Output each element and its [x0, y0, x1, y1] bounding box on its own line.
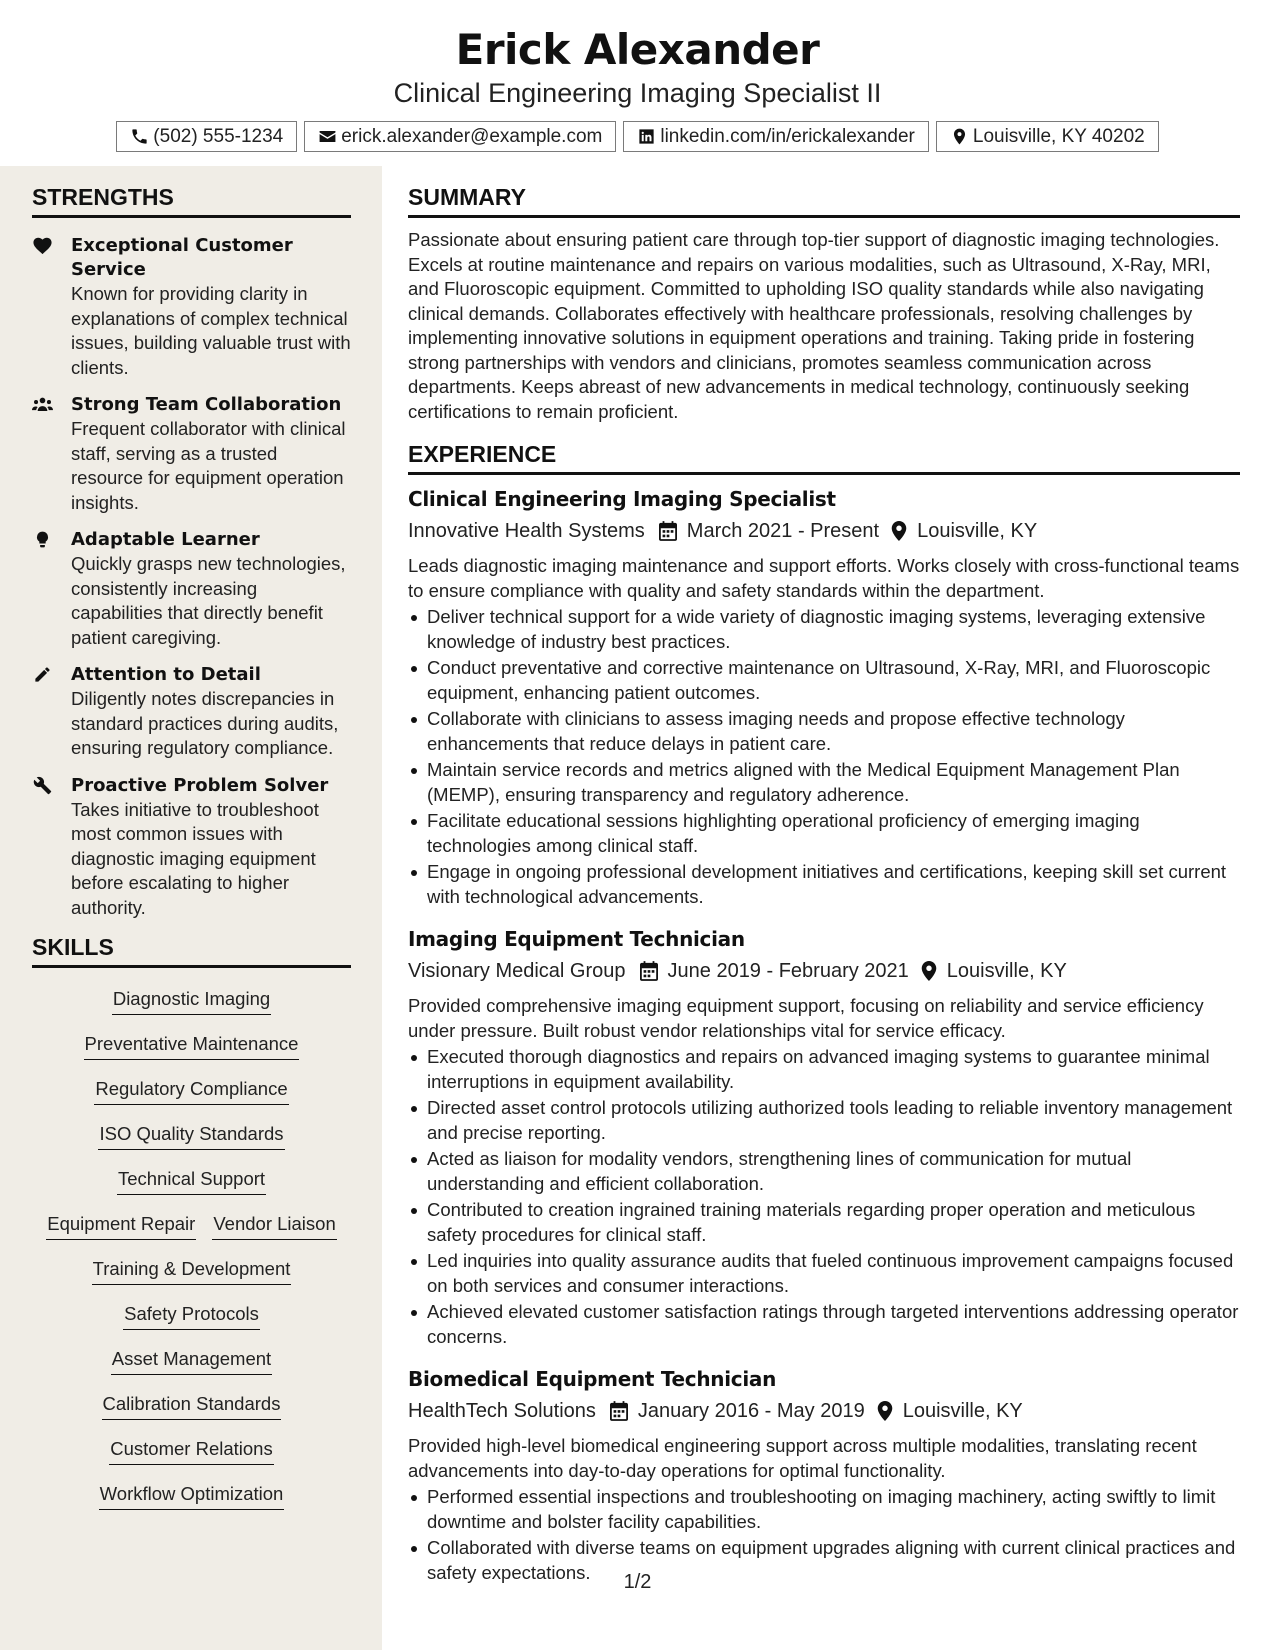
skill-tag: Calibration Standards [102, 1391, 282, 1420]
skill-tag: Vendor Liaison [212, 1211, 336, 1240]
list-item: Conduct preventative and corrective maintenance on Ultrasound, X-Ray, MRI, and Fluoroscopic equipment, enhancing patient outcomes. [408, 656, 1240, 705]
job-meta [408, 1394, 1240, 1428]
job-entry [408, 925, 1240, 1349]
summary-title: SUMMARY [408, 183, 1240, 218]
skill-tag: Workflow Optimization [99, 1481, 285, 1510]
sidebar [0, 166, 382, 1650]
strength-desc: Known for providing clarity in explanations of complex technical issues, building valuable trust with clients. [71, 283, 351, 378]
list-item: Contributed to creation ingrained training materials regarding proper operation and meticulous safety procedures for clinical staff. [408, 1198, 1240, 1247]
job-location: Louisville, KY [902, 1400, 1023, 1422]
skill-tag: Safety Protocols [123, 1301, 260, 1330]
skill-tag: Customer Relations [109, 1436, 273, 1465]
strength-item [32, 528, 351, 650]
list-item: Acted as liaison for modality vendors, strengthening lines of communication for mutual understanding and efficient collaboration. [408, 1147, 1240, 1196]
users-icon [32, 395, 53, 414]
summary-section [408, 183, 1240, 424]
strength-heading: Proactive Problem Solver [71, 774, 329, 796]
linkedin-text: linkedin.com/in/erickalexander [660, 125, 915, 147]
experience-section [408, 440, 1240, 1585]
strengths-title: STRENGTHS [32, 183, 351, 218]
job-meta [408, 514, 1240, 548]
job-desc: Provided comprehensive imaging equipment support, focusing on reliability and service efficiency under pressure. Built robust vendor relationships vital for service efficacy. [408, 995, 1204, 1041]
page-number: 1/2 [623, 1571, 652, 1593]
lightbulb-icon [32, 530, 53, 549]
skill-tag: Technical Support [117, 1166, 266, 1195]
job-bullets [408, 1045, 1240, 1349]
job-desc: Leads diagnostic imaging maintenance and support efforts. Works closely with cross-functional teams to ensure compliance with quality and safety standards within the department. [408, 555, 1240, 601]
job-location: Louisville, KY [917, 520, 1038, 542]
map-pin-icon [877, 1401, 893, 1421]
skill-tag: Training & Development [92, 1256, 292, 1285]
list-item: Engage in ongoing professional development initiatives and certifications, keeping skill set current with technological advancements. [408, 860, 1240, 909]
skill-tag: Preventative Maintenance [84, 1031, 300, 1060]
map-pin-icon [921, 961, 937, 981]
strength-heading: Strong Team Collaboration [71, 394, 342, 415]
skills-section [32, 933, 351, 1526]
job-company: Visionary Medical Group [408, 960, 626, 982]
list-item: Performed essential inspections and troubleshooting on imaging machinery, acting swiftly to limit downtime and bolster facility capabilities. [408, 1485, 1240, 1534]
job-bullets [408, 1485, 1240, 1585]
skill-tag: ISO Quality Standards [98, 1121, 284, 1150]
job-dates: June 2019 - February 2021 [667, 960, 909, 982]
strength-desc: Diligently notes discrepancies in standard practices during audits, ensuring regulatory compliance. [71, 688, 339, 758]
strength-heading: Adaptable Learner [71, 529, 260, 550]
strength-desc: Frequent collaborator with clinical staff, serving as a trusted resource for equipment operation insights. [71, 418, 346, 513]
strength-heading: Attention to Detail [71, 664, 261, 685]
job-desc: Provided high-level biomedical engineering support across multiple modalities, translating recent advancements into day-to-day operations for optimal functionality. [408, 1435, 1197, 1481]
list-item: Directed asset control protocols utilizing authorized tools leading to reliable inventory management and precise reporting. [408, 1096, 1240, 1145]
summary-text: Passionate about ensuring patient care through top-tier support of diagnostic imaging technologies. Excels at routine maintenance and repairs on various modalities, such as Ultrasound, X-Ray, MRI, and Fluoroscopic equipment. Committed to upholding ISO quality standards while also navigating clinical demands. Collaborates effectively with healthcare professionals, resolving challenges by implementing innovative solutions in equipment operations and training. Taking pride in fostering strong partnerships with vendors and clinicians, promotes seamless communication across departments. Keeps abreast of new advancements in medical technology, continuously seeking certifications to remain proficient. [408, 229, 1220, 422]
list-item: Deliver technical support for a wide variety of diagnostic imaging systems, leveraging extensive knowledge of industry best practices. [408, 605, 1240, 654]
contact-phone[interactable] [116, 121, 297, 152]
strength-item [32, 774, 351, 921]
strength-item [32, 234, 351, 380]
list-item: Collaborated with diverse teams on equipment upgrades aligning with current clinical practices and safety expectations. [408, 1536, 1240, 1585]
map-pin-icon [950, 127, 969, 146]
strength-item [32, 663, 351, 761]
phone-icon [130, 127, 149, 146]
pencil-icon [32, 665, 53, 684]
contact-linkedin[interactable] [623, 121, 929, 152]
list-item: Maintain service records and metrics aligned with the Medical Equipment Management Plan (MEMP), ensuring transparency and regulatory adherence. [408, 758, 1240, 807]
list-item: Facilitate educational sessions highlighting operational proficiency of emerging imaging technologies among clinical staff. [408, 809, 1240, 858]
contact-bar [0, 121, 1275, 152]
job-entry [408, 485, 1240, 909]
job-dates: March 2021 - Present [686, 520, 880, 542]
list-item: Achieved elevated customer satisfaction ratings through targeted interventions addressing operator concerns. [408, 1300, 1240, 1349]
heart-icon [32, 236, 53, 255]
job-title: Biomedical Equipment Technician [408, 1367, 777, 1391]
calendar-icon [640, 961, 658, 981]
job-title: Clinical Engineering Imaging Specialist [408, 487, 836, 511]
resume-header [0, 0, 1275, 152]
job-entry [408, 1365, 1240, 1585]
calendar-icon [610, 1401, 628, 1421]
job-location: Louisville, KY [946, 960, 1067, 982]
list-item: Led inquiries into quality assurance audits that fueled continuous improvement campaigns focused on both services and consumer interactions. [408, 1249, 1240, 1298]
wrench-icon [32, 776, 53, 795]
strength-desc: Quickly grasps new technologies, consistently increasing capabilities that directly benefit patient caregiving. [71, 553, 346, 648]
list-item: Collaborate with clinicians to assess imaging needs and propose effective technology enhancements that reduce delays in patient care. [408, 707, 1240, 756]
job-dates: January 2016 - May 2019 [637, 1400, 865, 1422]
skill-tag: Diagnostic Imaging [112, 986, 271, 1015]
job-bullets [408, 605, 1240, 909]
calendar-icon [659, 521, 677, 541]
contact-location [936, 121, 1159, 152]
candidate-title: Clinical Engineering Imaging Specialist II [393, 78, 882, 108]
phone-text: (502) 555-1234 [153, 125, 284, 147]
skill-tag: Equipment Repair [46, 1211, 196, 1240]
location-text: Louisville, KY 40202 [972, 125, 1145, 147]
skill-tag: Regulatory Compliance [94, 1076, 288, 1105]
job-company: Innovative Health Systems [408, 520, 645, 542]
strengths-section [32, 183, 351, 920]
experience-title: EXPERIENCE [408, 440, 1240, 475]
strength-heading: Exceptional Customer Service [71, 235, 293, 280]
strengths-list [32, 234, 351, 920]
skills-title: SKILLS [32, 933, 351, 968]
linkedin-icon [637, 127, 656, 146]
skill-tag: Asset Management [111, 1346, 272, 1375]
main-content [408, 166, 1240, 1587]
envelope-icon [318, 127, 337, 146]
strength-desc: Takes initiative to troubleshoot most common issues with diagnostic imaging equipment before escalating to higher authority. [71, 798, 319, 918]
candidate-name: Erick Alexander [455, 25, 820, 74]
list-item: Executed thorough diagnostics and repairs on advanced imaging systems to guarantee minimal interruptions in equipment availability. [408, 1045, 1240, 1094]
job-company: HealthTech Solutions [408, 1400, 596, 1422]
strength-item [32, 393, 351, 515]
job-meta [408, 954, 1240, 988]
map-pin-icon [891, 521, 907, 541]
skills-list [32, 986, 351, 1526]
email-text: erick.alexander@example.com [341, 125, 603, 147]
contact-email[interactable] [304, 121, 616, 152]
job-title: Imaging Equipment Technician [408, 927, 745, 951]
